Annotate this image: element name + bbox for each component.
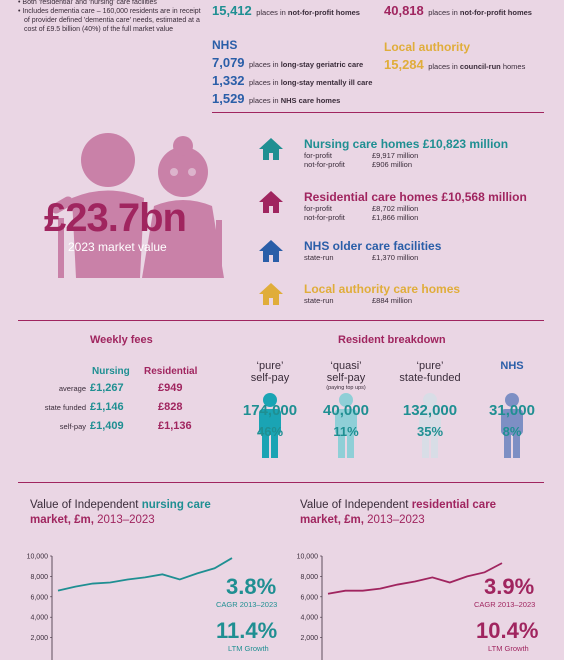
group-count: 40,000 xyxy=(323,402,369,419)
residential-chart-ytick: 6,000 xyxy=(300,594,318,602)
care-sub-row: state-run £884 million xyxy=(304,296,413,305)
chart-left-title: Value of Independent nursing care market, £m, 2013–2023 xyxy=(30,499,211,526)
nhs-row: 7,079 places in long-stay geriatric care xyxy=(212,55,364,70)
care-sub-row: state-run £1,370 million xyxy=(304,253,419,262)
market-value-label: 2023 market value xyxy=(68,240,167,254)
residential-chart-series-line xyxy=(328,563,502,594)
care-sub-row: not-for-profit £1,866 million xyxy=(304,213,419,222)
group-count: 132,000 xyxy=(402,402,458,419)
house-icon xyxy=(258,190,284,214)
care-sub-row: for-profit £8,702 million xyxy=(304,204,419,213)
note-item: • Both 'residential' and 'nursing' care facilities xyxy=(18,0,157,6)
care-title: NHS older care facilities xyxy=(304,239,442,253)
care-title: Residential care homes £10,568 million xyxy=(304,190,527,204)
left-cagr: 3.8% xyxy=(226,574,277,599)
residential-chart-ytick: 8,000 xyxy=(300,573,318,581)
market-value: £23.7bn xyxy=(44,196,186,240)
nhs-block xyxy=(212,38,372,108)
care-title: Nursing care homes £10,823 million xyxy=(304,137,509,151)
nursing-chart-ytick: 8,000 xyxy=(30,573,48,581)
fees-title: Weekly fees xyxy=(90,334,153,346)
la-title: Local authority xyxy=(384,40,471,54)
care-title: Local authority care homes xyxy=(304,282,461,296)
group-pct: 35% xyxy=(416,424,444,439)
divider-lower xyxy=(18,482,544,483)
residential-chart-ytick: 4,000 xyxy=(300,614,318,622)
nhs-row: 1,332 places in long-stay mentally ill care xyxy=(212,73,373,88)
group-pct: 8% xyxy=(502,424,522,439)
left-ltm: 11.4% xyxy=(216,618,278,643)
care-sub-row: for-profit £9,917 million xyxy=(304,151,419,160)
left-cagr-label: CAGR 2013–2023 xyxy=(216,600,278,609)
residential-chart-ytick: 2,000 xyxy=(300,635,318,643)
resident-group: NHS 31,000 8% xyxy=(472,360,552,458)
house-icon xyxy=(258,137,284,161)
chart-left xyxy=(18,546,248,660)
nhs-title: NHS xyxy=(212,38,238,52)
left-ltm-label: LTM Growth xyxy=(228,644,269,653)
notes xyxy=(18,0,208,34)
group-pct: 46% xyxy=(256,424,284,439)
nursing-chart-ytick: 2,000 xyxy=(30,635,48,643)
residential-chart-ytick: 10,000 xyxy=(296,553,318,561)
house-icon xyxy=(258,239,284,263)
nhs-row: 1,529 places in NHS care homes xyxy=(212,91,341,106)
right-ltm: 10.4% xyxy=(476,618,539,643)
chart-right-title: Value of Independent residential care market, £m, 2013–2023 xyxy=(300,499,497,526)
resident-group: ‘pure’ state-funded 132,000 35% xyxy=(390,360,470,458)
resident-group: ‘quasi’ self-pay (paying top ups) 40,000 11% xyxy=(306,360,386,458)
group-count: 31,000 xyxy=(489,402,535,419)
nursing-chart-series-line xyxy=(58,558,232,591)
right-cagr: 3.9% xyxy=(484,574,535,599)
house-icon xyxy=(258,282,284,306)
care-sub-row: not-for-profit £906 million xyxy=(304,160,413,169)
group-pct: 11% xyxy=(333,424,359,439)
fees-col-nursing: Nursing xyxy=(92,366,130,377)
nfp-right: 40,818 places in not-for-profit homes xyxy=(384,3,532,18)
nursing-chart-ytick: 10,000 xyxy=(26,553,48,561)
resident-group: ‘pure’ self-pay 174,000 46% xyxy=(230,360,310,458)
nursing-chart-ytick: 4,000 xyxy=(30,614,48,622)
nursing-chart-ytick: 6,000 xyxy=(30,594,48,602)
group-count: 174,000 xyxy=(242,402,298,419)
la-block: Local authority 15,284 places in council-run homes xyxy=(384,40,526,72)
nfp-left: 15,412 places in not-for-profit homes xyxy=(212,3,360,18)
divider-mid xyxy=(18,320,544,321)
divider-top xyxy=(212,112,544,113)
breakdown-title: Resident breakdown xyxy=(338,334,446,346)
right-cagr-label: CAGR 2013–2023 xyxy=(474,600,536,609)
note-item: • Includes dementia care – 160,000 residents are in receipt of provider defined 'dementia care' needs, estimated at a cost of £9.5 billion (40%) of the full market value xyxy=(18,8,201,33)
fees-col-residential: Residential xyxy=(144,366,198,377)
right-ltm-label: LTM Growth xyxy=(488,644,529,653)
